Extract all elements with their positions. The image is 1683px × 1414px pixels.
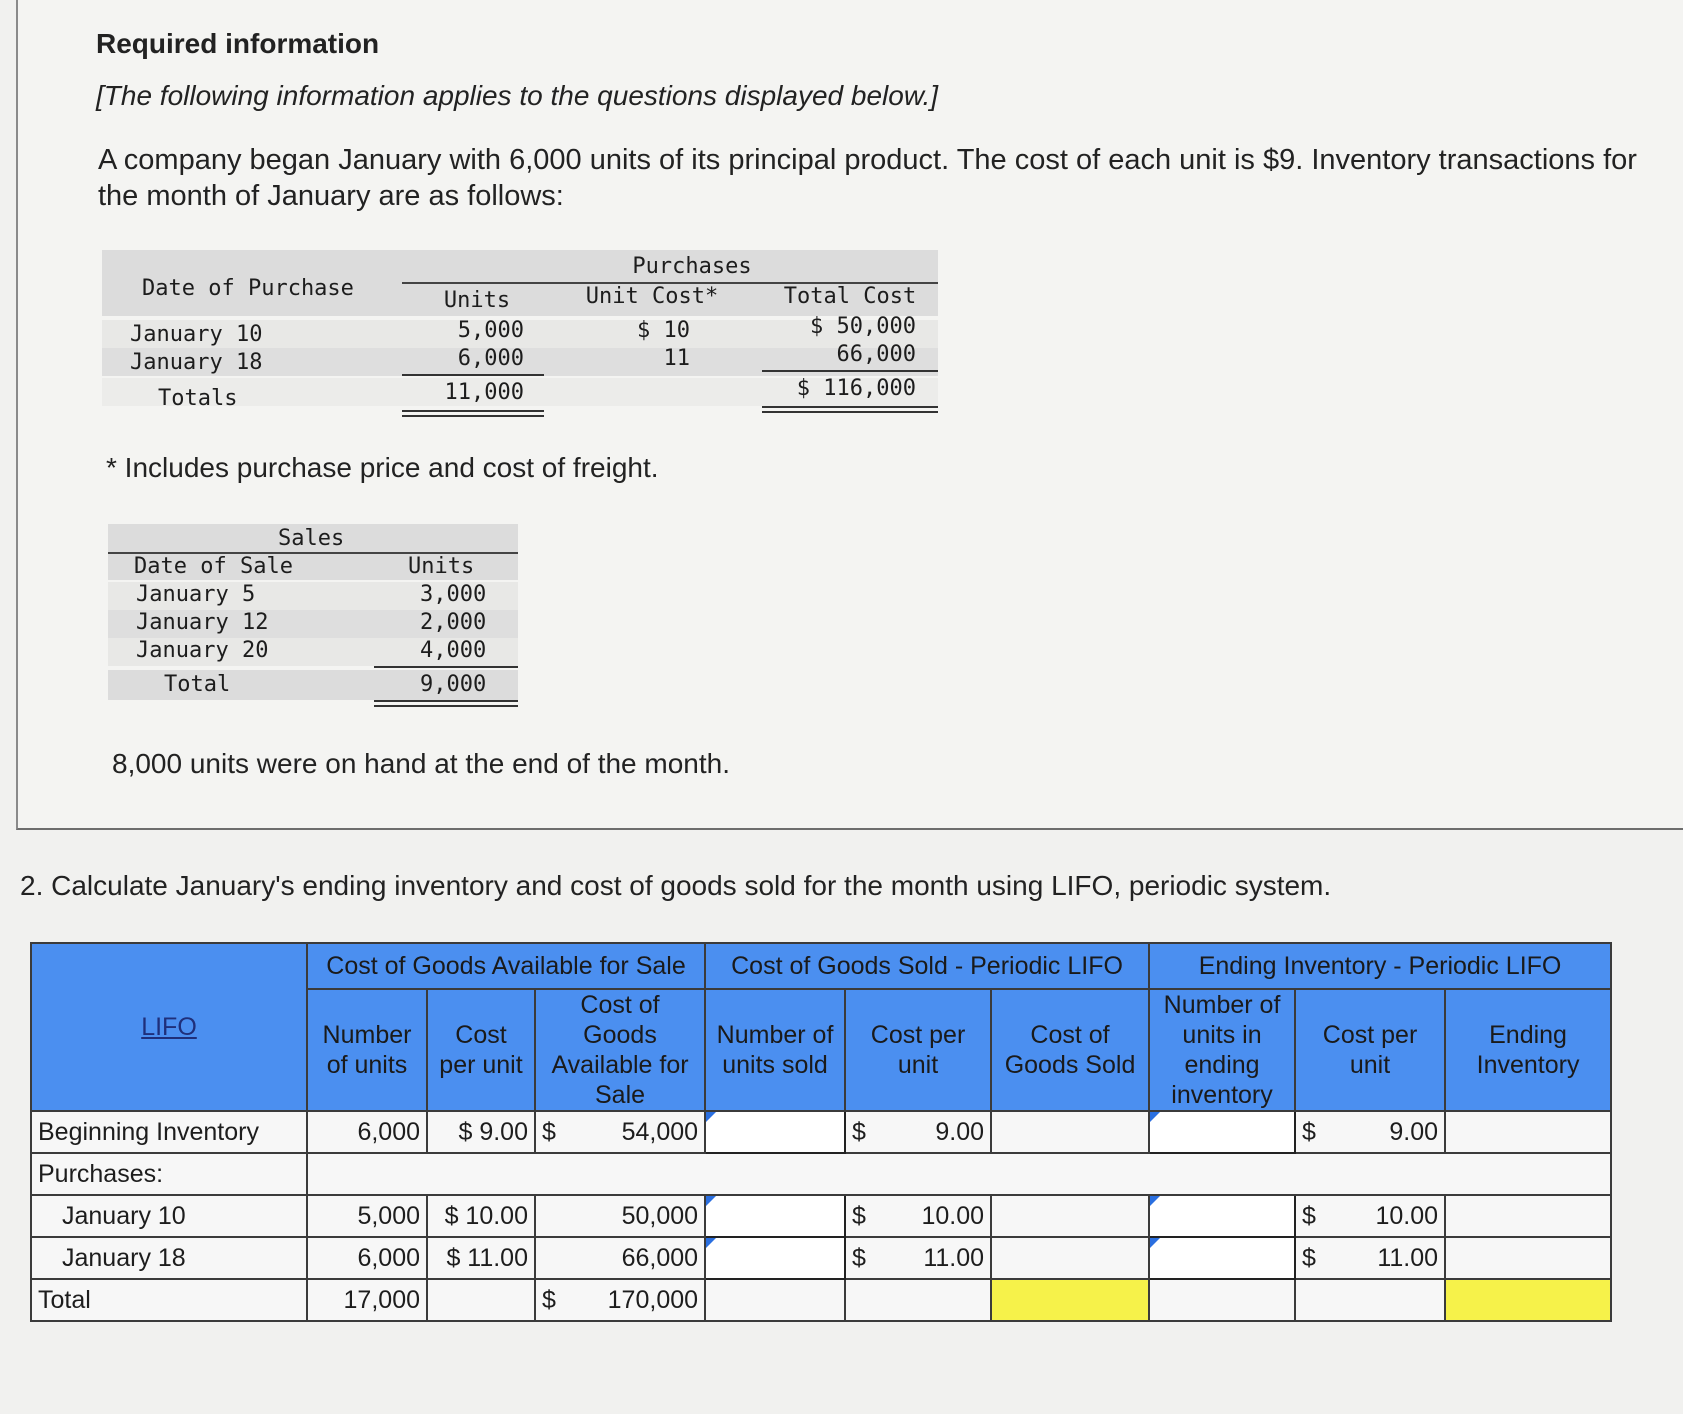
sales-col-date-header: Date of Sale: [134, 554, 293, 579]
purchases-totals-label: Totals: [158, 386, 238, 411]
jan18-units-sold-input[interactable]: [705, 1237, 845, 1279]
row-label-january-10: January 10: [31, 1195, 307, 1237]
beginning-cost-per-unit: $ 9.00: [427, 1111, 535, 1153]
beginning-cogs-cost-per-unit: [845, 1111, 991, 1153]
col-number-of-units-sold: Number of units sold: [705, 989, 845, 1111]
row-label-purchases: Purchases:: [31, 1153, 307, 1195]
cogas-group-header: Cost of Goods Available for Sale: [307, 943, 705, 989]
purchase-date-jan10: January 10: [130, 322, 263, 347]
jan18-ei-dollar-sign: $: [1302, 1243, 1316, 1272]
total-units: 17,000: [307, 1279, 427, 1321]
total-cogas: [535, 1279, 705, 1321]
purchase-unit-cost-jan18: 11: [663, 346, 690, 371]
total-cogas-dollar-sign: $: [542, 1285, 556, 1314]
beginning-ei-cost-per-unit-value: 9.00: [1389, 1117, 1439, 1146]
jan10-cost-per-unit: $ 10.00: [427, 1195, 535, 1237]
beginning-units-sold-input[interactable]: [705, 1111, 845, 1153]
jan18-cogas: 66,000: [535, 1237, 705, 1279]
sale-date-jan20: January 20: [136, 638, 269, 663]
beginning-ei-dollar-sign: $: [1302, 1117, 1316, 1146]
jan10-ei-dollar-sign: $: [1302, 1201, 1316, 1230]
total-ending-inventory-input[interactable]: [1445, 1279, 1611, 1321]
question-2-text: 2. Calculate January's ending inventory and cost of goods sold for the month using LIFO, periodic system.: [20, 870, 1332, 901]
required-information-title: Required information: [96, 28, 380, 59]
purchases-group-header: Purchases: [632, 254, 752, 279]
purchases-footnote: * Includes purchase price and cost of freight.: [106, 452, 659, 483]
ending-inventory-group-header: Ending Inventory - Periodic LIFO: [1149, 943, 1611, 989]
jan18-cogs-dollar-sign: $: [852, 1243, 866, 1272]
beginning-ei-cost-per-unit: [1295, 1111, 1445, 1153]
beginning-cogs-amount: [991, 1111, 1149, 1153]
col-ending-inventory: Ending Inventory: [1445, 989, 1611, 1111]
beginning-cogs-dollar-sign: $: [852, 1117, 866, 1146]
sales-total-units: 9,000: [420, 672, 487, 697]
jan10-ei-cost-per-unit-value: 10.00: [1375, 1201, 1439, 1230]
row-january-18: [31, 1237, 1611, 1279]
beginning-units: 6,000: [307, 1111, 427, 1153]
jan10-units-ending-inventory-input[interactable]: [1149, 1195, 1295, 1237]
jan10-units-sold-input[interactable]: [705, 1195, 845, 1237]
jan10-cogs-dollar-sign: $: [852, 1201, 866, 1230]
purchase-total-cost-jan18: 66,000: [836, 342, 916, 367]
sale-units-jan12: 2,000: [420, 610, 487, 635]
beginning-cogs-cost-per-unit-value: 9.00: [935, 1117, 985, 1146]
sales-total-label: Total: [164, 672, 231, 697]
beginning-cogas-value: 54,000: [621, 1117, 699, 1146]
col-cost-of-goods-sold: Cost of Goods Sold: [991, 989, 1149, 1111]
row-purchases-label: [31, 1153, 1611, 1195]
col-number-of-units: Number of units: [307, 989, 427, 1111]
jan10-cogs-cost-per-unit: [845, 1195, 991, 1237]
sale-units-jan20: 4,000: [420, 638, 487, 663]
row-january-10: [31, 1195, 1611, 1237]
purchase-date-jan18: January 18: [130, 350, 263, 375]
required-information-panel: [16, 0, 1683, 830]
purchases-col-unit-cost-header: Unit Cost*: [585, 284, 719, 309]
lifo-link[interactable]: LIFO: [141, 1013, 197, 1041]
cogs-group-header: Cost of Goods Sold - Periodic LIFO: [705, 943, 1149, 989]
jan18-cogs-cost-per-unit: [845, 1237, 991, 1279]
jan18-cogs-cost-per-unit-value: 11.00: [923, 1243, 985, 1272]
sale-date-jan5: January 5: [136, 582, 256, 607]
lifo-header-cell: [31, 943, 307, 1111]
units-on-hand-text: 8,000 units were on hand at the end of the month.: [112, 748, 730, 779]
row-label-beginning-inventory: Beginning Inventory: [31, 1111, 307, 1153]
row-total: [31, 1279, 1611, 1321]
jan18-units-ending-inventory-input[interactable]: [1149, 1237, 1295, 1279]
jan18-ei-cost-per-unit-value: 11.00: [1377, 1243, 1439, 1272]
col-cogas: Cost of Goods Available for Sale: [535, 989, 705, 1111]
beginning-units-ending-inventory-input[interactable]: [1149, 1111, 1295, 1153]
jan10-units: 5,000: [307, 1195, 427, 1237]
purchase-units-jan10: 5,000: [457, 318, 524, 343]
jan10-cogas: 50,000: [535, 1195, 705, 1237]
sale-date-jan12: January 12: [136, 610, 269, 635]
jan10-ending-inventory-amount: [1445, 1195, 1611, 1237]
sales-group-header: Sales: [278, 526, 345, 551]
purchases-col-total-cost-header: Total Cost: [783, 284, 917, 309]
jan18-units: 6,000: [307, 1237, 427, 1279]
col-ei-cost-per-unit: Cost per unit: [1295, 989, 1445, 1111]
lifo-worksheet: [30, 942, 1610, 1322]
col-units-in-ending-inventory: Number of units in ending inventory: [1149, 989, 1295, 1111]
total-cogs-input[interactable]: [991, 1279, 1149, 1321]
lifo-worksheet-table: [30, 942, 1612, 1322]
sale-units-jan5: 3,000: [420, 582, 487, 607]
beginning-ending-inventory-amount: [1445, 1111, 1611, 1153]
jan18-ending-inventory-amount: [1445, 1237, 1611, 1279]
total-cogas-value: 170,000: [607, 1285, 699, 1314]
col-cogs-cost-per-unit: Cost per unit: [845, 989, 991, 1111]
purchases-totals-units: 11,000: [444, 380, 524, 405]
purchase-total-cost-jan10: $ 50,000: [810, 314, 916, 339]
jan18-cogs-amount: [991, 1237, 1149, 1279]
purchase-units-jan18: 6,000: [457, 346, 524, 371]
row-label-total: Total: [31, 1279, 307, 1321]
purchase-unit-cost-jan10: $ 10: [637, 318, 690, 343]
required-information-subtitle: [The following information applies to the questions displayed below.]: [96, 80, 939, 111]
purchases-col-units-header: Units: [443, 288, 511, 313]
beginning-cogas-dollar-sign: $: [542, 1117, 556, 1146]
problem-intro-text: A company began January with 6,000 units of its principal product. The cost of each unit is $9. Inventory transactions for the month of January are as follows:: [98, 144, 1637, 212]
jan18-ei-cost-per-unit: [1295, 1237, 1445, 1279]
jan18-cost-per-unit: $ 11.00: [427, 1237, 535, 1279]
beginning-cogas: [535, 1111, 705, 1153]
row-beginning-inventory: [31, 1111, 1611, 1153]
purchases-col-date-header: Date of Purchase: [142, 276, 354, 301]
jan10-cogs-amount: [991, 1195, 1149, 1237]
jan10-ei-cost-per-unit: [1295, 1195, 1445, 1237]
jan10-cogs-cost-per-unit-value: 10.00: [921, 1201, 985, 1230]
col-cost-per-unit: Cost per unit: [427, 989, 535, 1111]
sales-col-units-header: Units: [408, 554, 475, 579]
row-label-january-18: January 18: [31, 1237, 307, 1279]
purchases-table: [102, 250, 938, 420]
purchases-totals-cost: $ 116,000: [796, 376, 916, 401]
sales-table: [108, 524, 518, 714]
